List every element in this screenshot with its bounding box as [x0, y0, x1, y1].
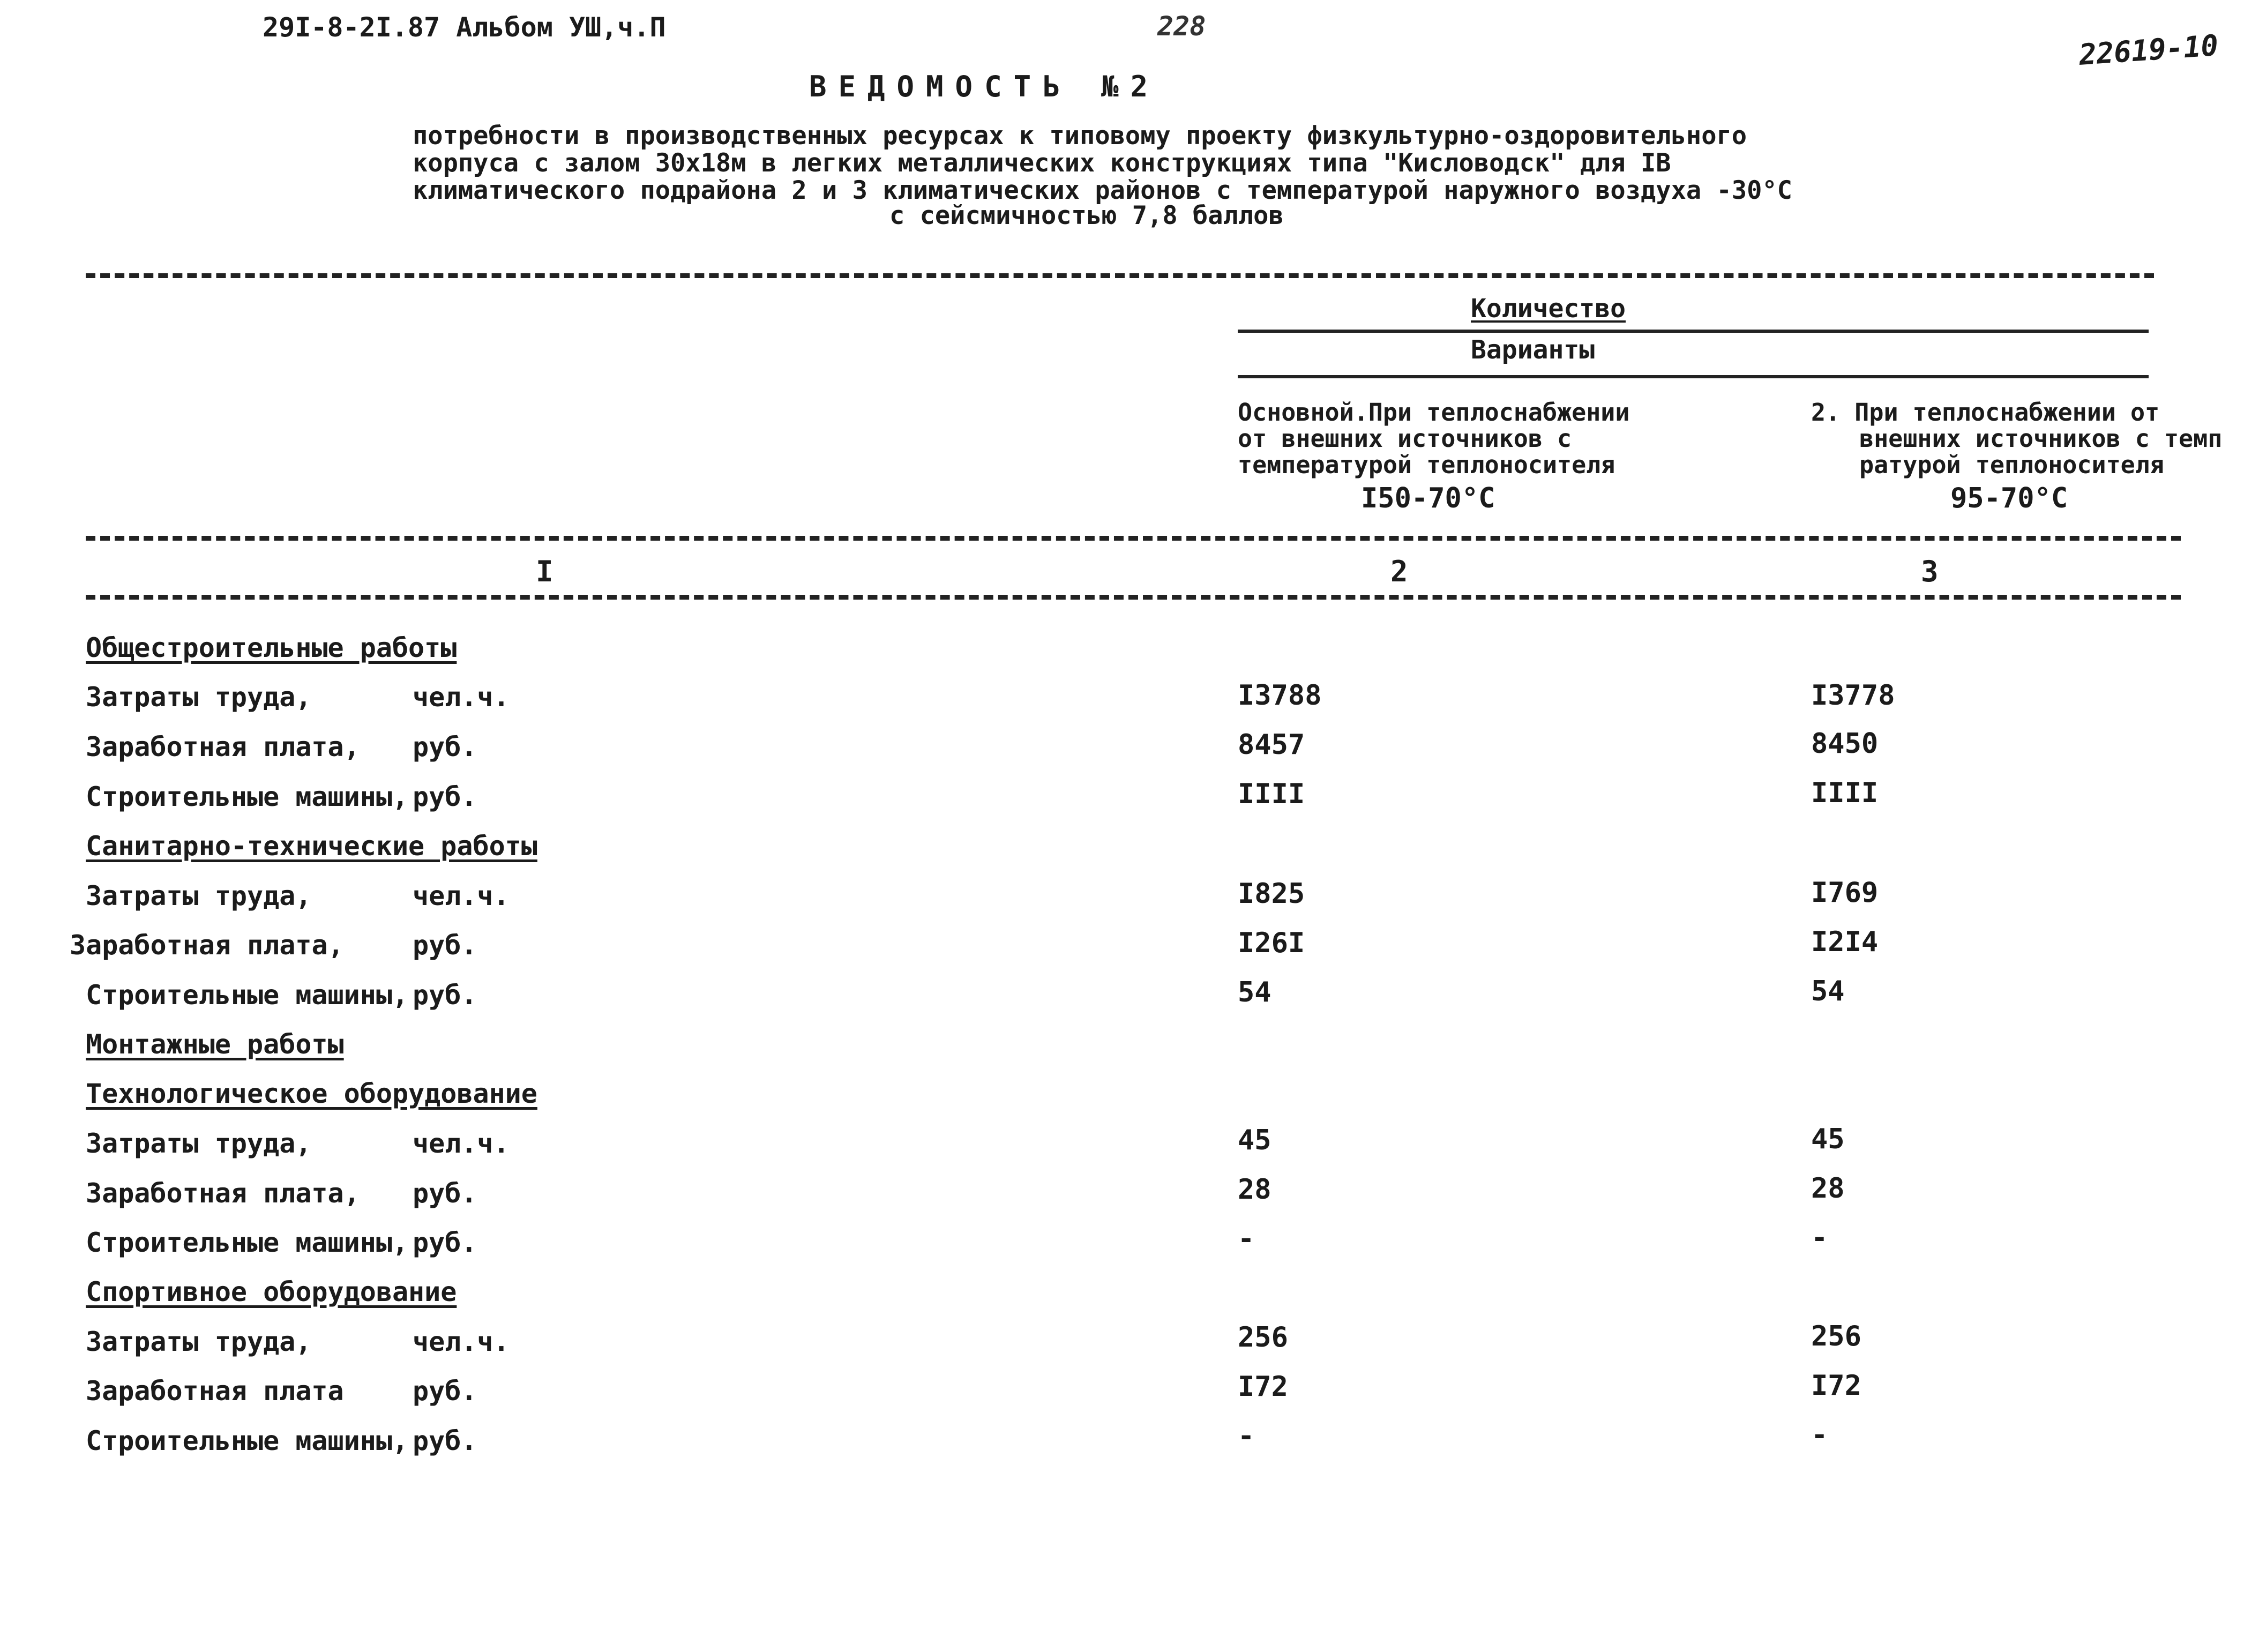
row-unit: руб.	[413, 1425, 477, 1456]
row-label: Затраты труда,	[86, 1128, 312, 1159]
row-value-variant-2: I2I4	[1811, 926, 1879, 958]
row-label: Заработная плата,	[86, 1178, 360, 1209]
row-value-variant-1: 8457	[1238, 729, 1305, 761]
row-value-variant-2: -	[1811, 1419, 1828, 1451]
variant-2-line-1: 2. При теплоснабжении от	[1811, 398, 2160, 427]
column-number-2: 2	[1390, 555, 1408, 588]
document-title: ВЕДОМОСТЬ №2	[809, 70, 1160, 103]
row-unit: руб.	[413, 731, 477, 763]
row-label: Заработная плата,	[86, 731, 360, 763]
row-unit: руб.	[413, 781, 477, 812]
variant-2-description	[1811, 399, 2222, 478]
row-value-variant-1: 256	[1238, 1321, 1288, 1354]
row-label: Строительные машины,	[86, 781, 409, 812]
quantity-rule	[1238, 330, 2149, 333]
row-value-variant-1: 54	[1238, 976, 1271, 1008]
section-sanitary-technical: Санитарно-технические работы	[86, 831, 537, 862]
row-value-variant-1: IIII	[1238, 778, 1305, 810]
column-numbers-top-rule	[86, 536, 2181, 541]
row-value-variant-2: 45	[1811, 1123, 1845, 1155]
variants-header: Варианты	[1471, 335, 1595, 365]
row-value-variant-2: -	[1811, 1222, 1828, 1254]
description-line-2: корпуса с залом 30х18м в легких металлических конструкциях типа "Кисловодск" для IВ	[413, 148, 1671, 178]
description-line-1: потребности в производственных ресурсах к типовому проекту физкультурно-оздоровительного	[413, 121, 1747, 151]
document-code: 29I-8-2I.87 Альбом УШ,ч.П	[263, 12, 666, 43]
row-value-variant-2: I3778	[1811, 679, 1895, 712]
row-value-variant-1: -	[1238, 1223, 1255, 1255]
row-label: Затраты труда,	[86, 1326, 312, 1357]
row-value-variant-1: 45	[1238, 1124, 1271, 1156]
variants-rule	[1238, 375, 2149, 378]
variant-2-temperature: 95-70°С	[1950, 482, 2068, 514]
row-value-variant-1: I72	[1238, 1371, 1288, 1403]
row-value-variant-1: I825	[1238, 878, 1305, 910]
variant-1-line-1: Основной.При теплоснабжении	[1238, 398, 1630, 427]
column-number-1: I	[536, 555, 553, 588]
column-number-3: 3	[1921, 555, 1939, 588]
page-number: 228	[1157, 11, 1206, 42]
row-label: Затраты труда,	[86, 682, 312, 713]
row-value-variant-2: I769	[1811, 877, 1879, 909]
section-installation: Монтажные работы	[86, 1029, 344, 1060]
row-value-variant-2: IIII	[1811, 777, 1879, 809]
row-value-variant-1: I26I	[1238, 927, 1305, 959]
variant-2-line-2: внешних источников с темп	[1859, 424, 2223, 453]
row-unit: руб.	[413, 930, 477, 961]
row-label: Затраты труда,	[86, 880, 312, 911]
row-label: Строительные машины,	[86, 1425, 409, 1456]
row-unit: руб.	[413, 980, 477, 1011]
row-value-variant-1: -	[1238, 1420, 1255, 1452]
row-value-variant-2: 8450	[1811, 728, 1879, 760]
row-unit: чел.ч.	[413, 1128, 510, 1159]
variant-1-line-2: от внешних источников с	[1238, 424, 1572, 453]
document-description	[413, 122, 1792, 204]
variant-2-line-3: ратурой теплоносителя	[1859, 451, 2164, 479]
row-value-variant-2: 256	[1811, 1320, 1861, 1352]
quantity-header: Количество	[1471, 294, 1626, 324]
description-line-4: с сейсмичностью 7,8 баллов	[889, 201, 1284, 230]
variant-1-temperature: I50-70°С	[1361, 482, 1495, 514]
row-value-variant-1: I3788	[1238, 679, 1322, 712]
row-label: Заработная плата	[86, 1376, 344, 1407]
description-line-3: климатического подрайона 2 и 3 климатических районов с температурой наружного воздуха -30°С	[413, 176, 1792, 205]
row-unit: руб.	[413, 1178, 477, 1209]
sheet-number: 22619-10	[2078, 28, 2219, 72]
row-unit: руб.	[413, 1376, 477, 1407]
row-value-variant-1: 28	[1238, 1173, 1271, 1206]
column-numbers-bottom-rule	[86, 595, 2181, 600]
row-unit: чел.ч.	[413, 880, 510, 911]
section-general-construction: Общестроительные работы	[86, 632, 457, 663]
row-label: Строительные машины,	[86, 1227, 409, 1258]
row-value-variant-2: 54	[1811, 975, 1845, 1007]
section-technological-equipment: Технологическое оборудование	[86, 1078, 537, 1109]
row-unit: чел.ч.	[413, 682, 510, 713]
row-label: Строительные машины,	[86, 980, 409, 1011]
row-value-variant-2: I72	[1811, 1370, 1861, 1402]
row-value-variant-2: 28	[1811, 1172, 1845, 1205]
row-unit: чел.ч.	[413, 1326, 510, 1357]
row-unit: руб.	[413, 1227, 477, 1258]
variant-1-line-3: температурой теплоносителя	[1238, 451, 1615, 479]
table-top-rule	[86, 273, 2154, 278]
row-label: Заработная плата,	[70, 930, 344, 961]
section-sports-equipment: Спортивное оборудование	[86, 1276, 457, 1307]
variant-1-description	[1238, 399, 1630, 478]
